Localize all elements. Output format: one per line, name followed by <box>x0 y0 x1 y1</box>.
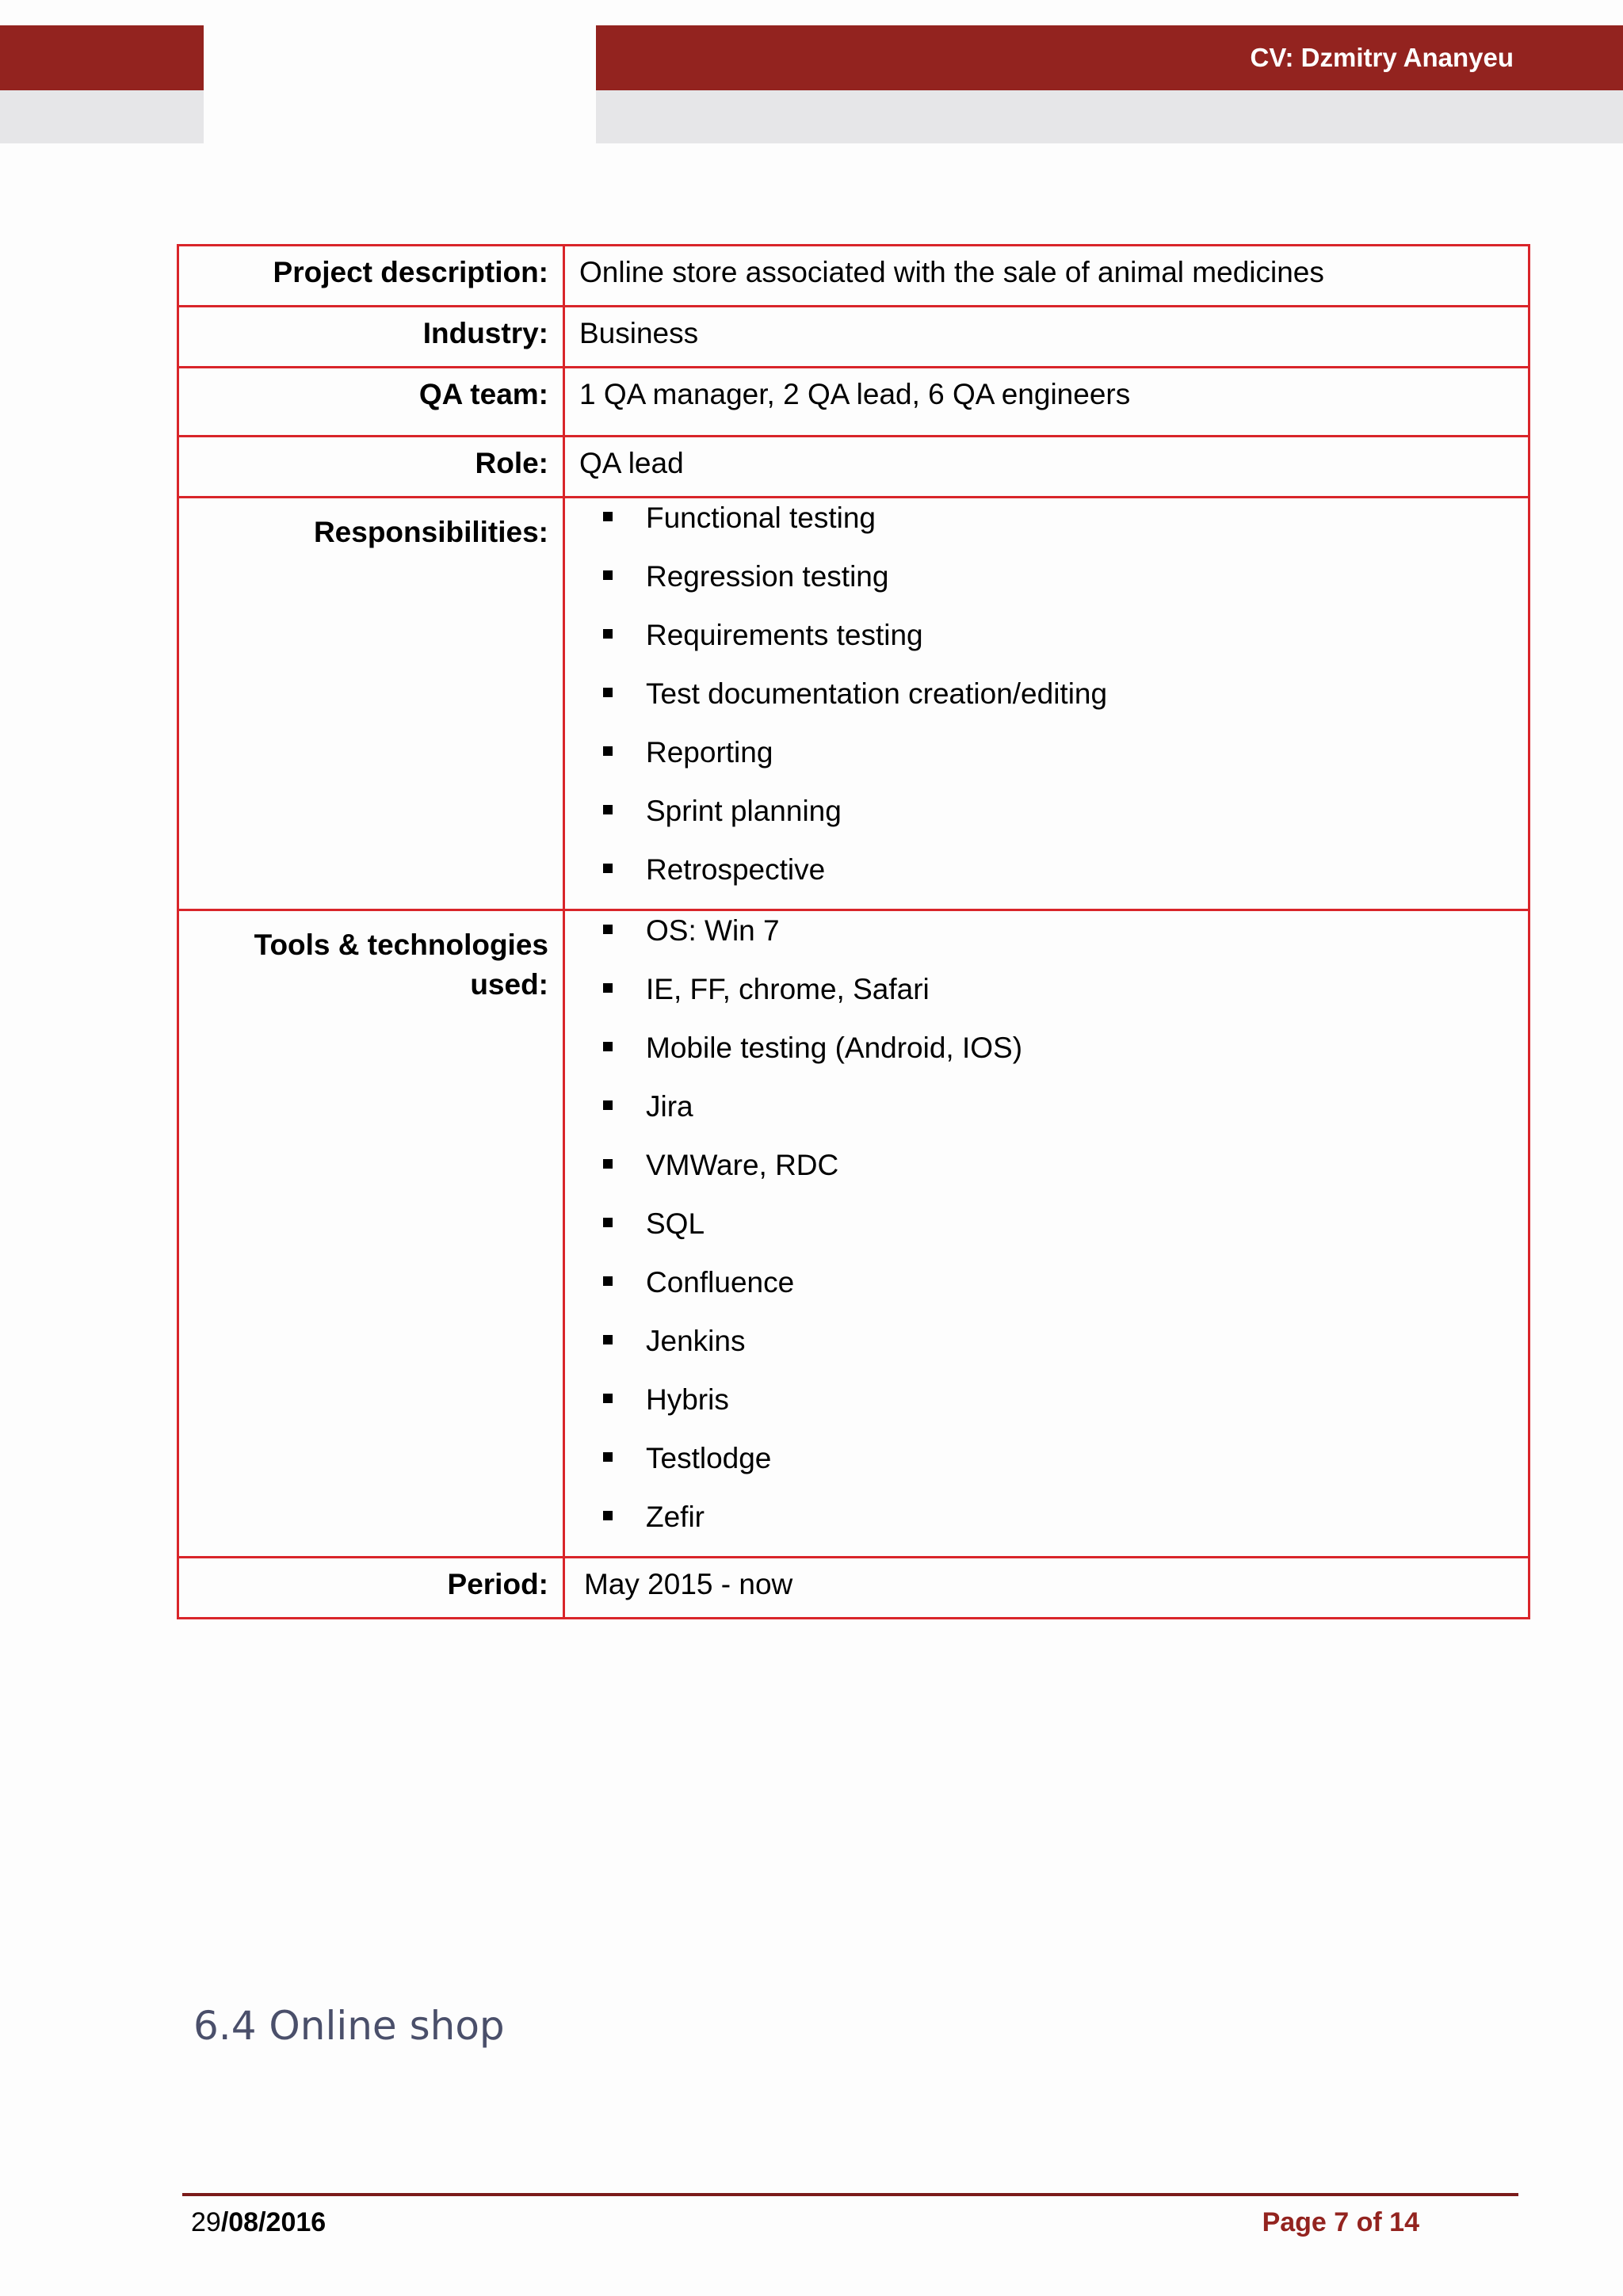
list-item-text: Testlodge <box>646 1442 772 1474</box>
period-label: Period: <box>178 1558 564 1619</box>
responsibilities-list <box>579 498 1514 909</box>
project-description-value: Online store associated with the sale of animal medicines <box>564 246 1529 307</box>
bullet-square-icon <box>603 925 613 934</box>
header-band-left-light <box>0 90 204 143</box>
bullet-square-icon <box>603 1394 613 1403</box>
list-item-text: IE, FF, chrome, Safari <box>646 973 930 1005</box>
list-item <box>646 1087 1514 1146</box>
list-item <box>646 498 1514 557</box>
list-item-text: Jira <box>646 1090 693 1123</box>
footer-date <box>191 2207 326 2238</box>
bullet-square-icon <box>603 746 613 756</box>
list-item-text: Mobile testing (Android, IOS) <box>646 1032 1023 1064</box>
bullet-square-icon <box>603 570 613 580</box>
table-row <box>178 910 1529 1558</box>
bullet-square-icon <box>603 805 613 814</box>
bullet-square-icon <box>603 1218 613 1227</box>
list-item-text: Sprint planning <box>646 795 842 827</box>
bullet-square-icon <box>603 1042 613 1051</box>
list-item-text: VMWare, RDC <box>646 1149 839 1181</box>
footer-date-rest: /08/2016 <box>220 2207 327 2237</box>
list-item <box>646 1380 1514 1439</box>
tools-label-line2: used: <box>470 968 548 1001</box>
footer-divider <box>182 2193 1518 2196</box>
list-item <box>646 674 1514 733</box>
bullet-square-icon <box>603 864 613 873</box>
list-item <box>646 1263 1514 1322</box>
bullet-square-icon <box>603 1452 613 1462</box>
bullet-square-icon <box>603 1511 613 1520</box>
list-item <box>646 970 1514 1028</box>
responsibilities-value <box>564 498 1529 910</box>
list-item <box>646 1204 1514 1263</box>
list-item <box>646 557 1514 616</box>
bullet-square-icon <box>603 983 613 993</box>
list-item-text: Hybris <box>646 1383 729 1416</box>
list-item <box>646 850 1514 909</box>
qa-team-value: 1 QA manager, 2 QA lead, 6 QA engineers <box>564 368 1529 437</box>
list-item <box>646 1028 1514 1087</box>
industry-label: Industry: <box>178 307 564 368</box>
tools-value <box>564 910 1529 1558</box>
list-item-text: Reporting <box>646 736 773 769</box>
list-item-text: SQL <box>646 1207 705 1240</box>
bullet-square-icon <box>603 1159 613 1169</box>
table-row <box>178 437 1529 498</box>
bullet-square-icon <box>603 512 613 521</box>
tools-label <box>178 910 564 1558</box>
list-item <box>646 733 1514 791</box>
header-band-right-light <box>596 90 1623 143</box>
role-label: Role: <box>178 437 564 498</box>
list-item <box>646 911 1514 970</box>
responsibilities-label: Responsibilities: <box>178 498 564 910</box>
list-item <box>646 1439 1514 1497</box>
qa-team-label: QA team: <box>178 368 564 437</box>
table-row <box>178 498 1529 910</box>
project-table <box>177 244 1530 1619</box>
list-item-text: Test documentation creation/editing <box>646 677 1108 710</box>
bullet-square-icon <box>603 1276 613 1286</box>
list-item <box>646 1497 1514 1556</box>
period-value: May 2015 - now <box>564 1558 1529 1619</box>
header-title: CV: Dzmitry Ananyeu <box>1250 43 1514 72</box>
list-item <box>646 616 1514 674</box>
list-item-text: Requirements testing <box>646 619 923 651</box>
tools-label-line1: Tools & technologies <box>254 929 548 961</box>
project-description-label: Project description: <box>178 246 564 307</box>
list-item-text: Confluence <box>646 1266 795 1299</box>
tools-list <box>579 911 1514 1556</box>
bullet-square-icon <box>603 1100 613 1110</box>
list-item-text: OS: Win 7 <box>646 914 780 947</box>
footer-date-day: 29 <box>191 2207 221 2237</box>
industry-value: Business <box>564 307 1529 368</box>
list-item-text: Zefir <box>646 1501 705 1533</box>
list-item-text: Jenkins <box>646 1325 746 1357</box>
list-item <box>646 1146 1514 1204</box>
table-row <box>178 1558 1529 1619</box>
bullet-square-icon <box>603 1335 613 1344</box>
table-row <box>178 368 1529 437</box>
bullet-square-icon <box>603 688 613 697</box>
list-item-text: Retrospective <box>646 853 826 886</box>
table-row <box>178 246 1529 307</box>
section-heading: 6.4 Online shop <box>193 2003 505 2049</box>
header-band-left <box>0 25 204 90</box>
footer-page-number: Page 7 of 14 <box>1262 2207 1419 2237</box>
list-item <box>646 791 1514 850</box>
bullet-square-icon <box>603 629 613 639</box>
role-value: QA lead <box>564 437 1529 498</box>
list-item-text: Functional testing <box>646 502 876 534</box>
table-row <box>178 307 1529 368</box>
list-item <box>646 1322 1514 1380</box>
list-item-text: Regression testing <box>646 560 889 593</box>
